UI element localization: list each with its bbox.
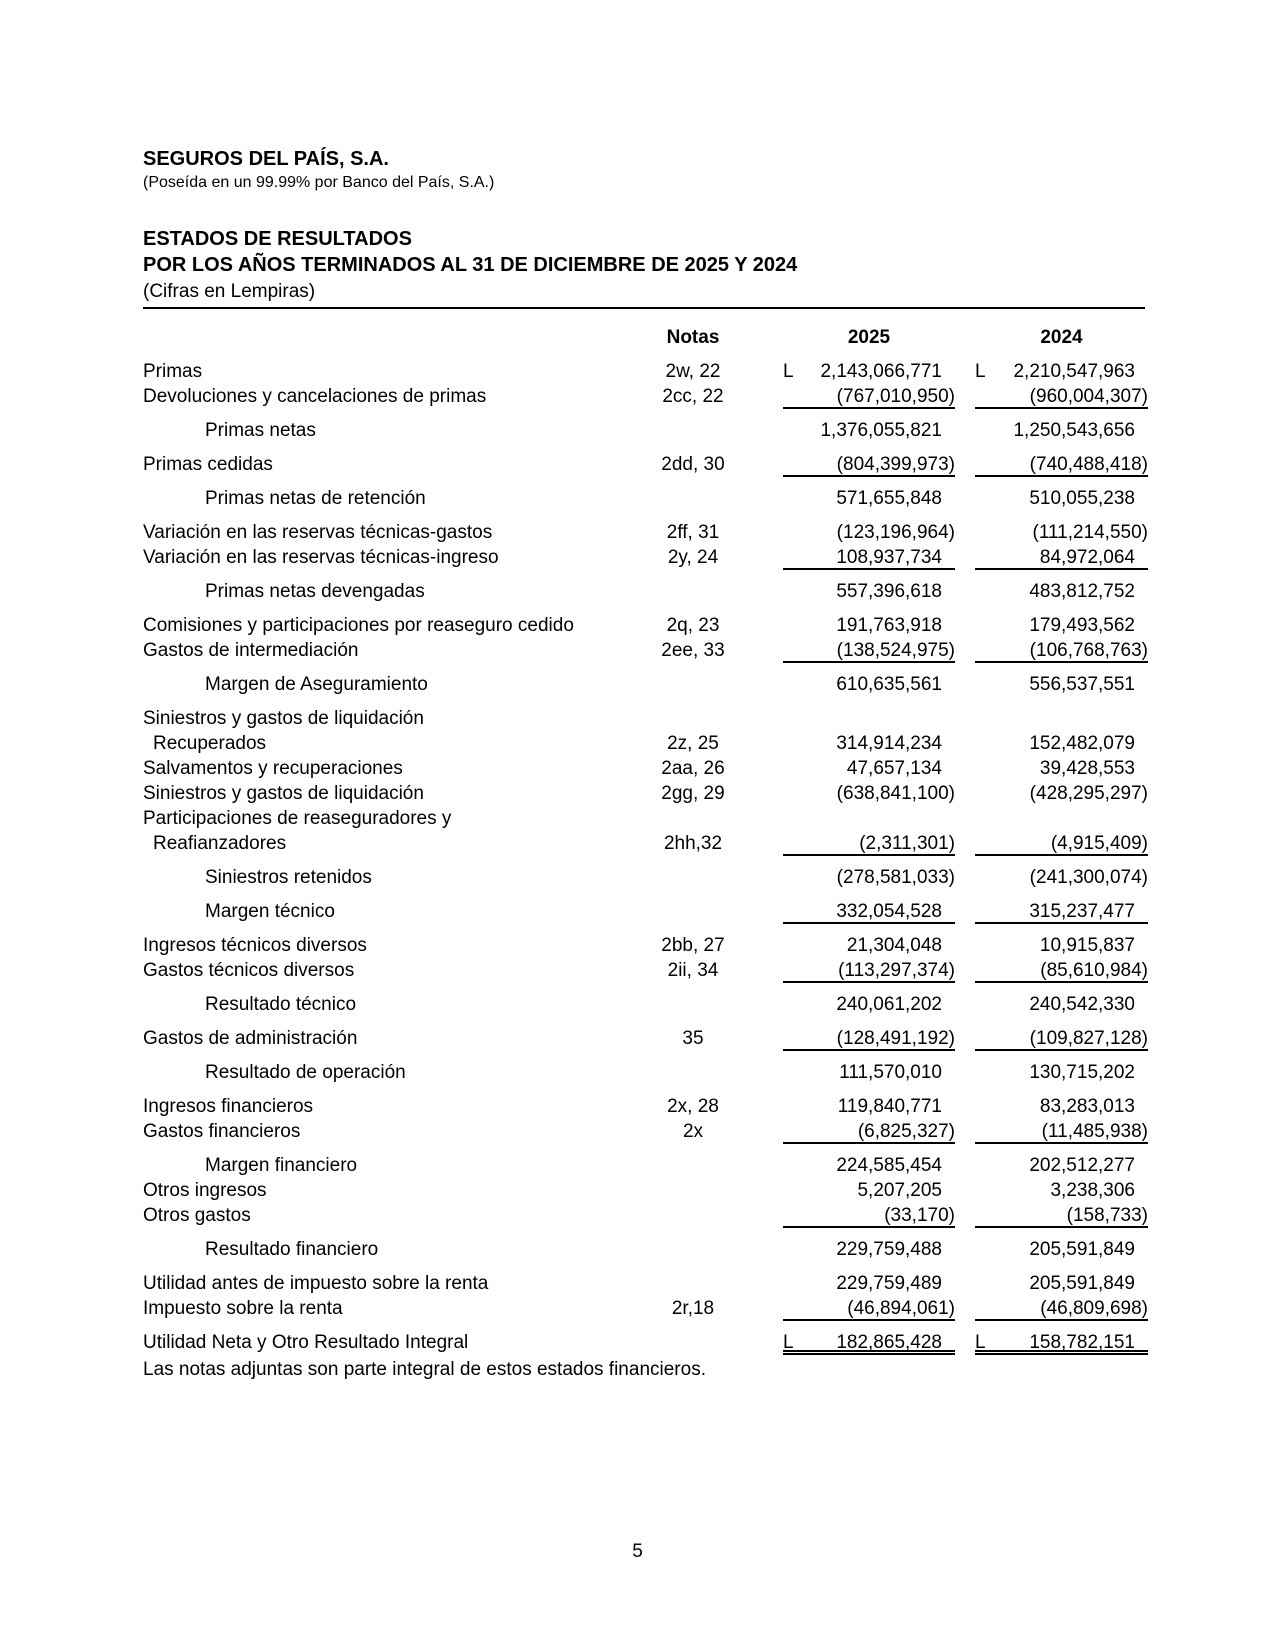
row-label: Primas netas [205,420,316,441]
amount-2025 [783,418,955,443]
amount-value: 510,055,238 [1029,488,1135,509]
row-notes [633,1237,753,1262]
amount-2024 [975,545,1148,570]
amount-2024 [975,418,1148,443]
table-row [143,806,1148,831]
row-label: Gastos financieros [143,1121,301,1142]
amount-value: 130,715,202 [1029,1062,1135,1083]
amount-value: (111,214,550) [1032,522,1148,543]
row-notes [633,579,753,604]
amount-2024 [975,1296,1148,1321]
row-label: Resultado financiero [205,1239,379,1260]
row-label: Gastos de intermediación [143,640,359,661]
row-notes [633,706,753,731]
amount-2025 [783,958,955,983]
table-row [143,1178,1148,1203]
amount-value: 111,570,010 [839,1062,942,1083]
amount-2025 [783,1119,955,1144]
row-label: Otros gastos [143,1205,251,1226]
amount-2025 [783,1094,955,1119]
row-notes [633,865,753,890]
row-label: Devoluciones y cancelaciones de primas [143,386,487,407]
amount-2025 [783,486,955,511]
amount-2025 [783,1026,955,1051]
amount-value: 47,657,134 [846,758,942,779]
amount-2024 [975,613,1148,638]
amount-value: 224,585,454 [836,1155,942,1176]
amount-value: 571,655,848 [836,488,942,509]
amount-2025 [783,579,955,604]
amount-2025 [783,384,955,409]
table-row [143,384,1148,409]
ownership-note: (Poseída en un 99.99% por Banco del País, S.A.) [143,174,495,191]
row-label: Variación en las reservas técnicas-ingreso [143,547,499,568]
amount-2024 [975,1026,1148,1051]
amount-value: (113,297,374) [838,960,955,981]
amount-value: 332,054,528 [836,901,942,922]
row-label: Gastos de administración [143,1028,358,1049]
table-row [143,545,1148,570]
amount-2025 [783,992,955,1017]
row-notes: 35 [682,1028,704,1049]
table-row [143,1094,1148,1119]
amount-2025 [783,756,955,781]
row-label: Primas [143,361,203,382]
row-label: Primas netas devengadas [205,581,425,602]
amount-2024 [975,672,1148,697]
column-header-2025-label: 2025 [847,327,891,348]
amount-2025 [783,831,955,856]
table-row [143,706,1148,731]
amount-2024 [975,1178,1148,1203]
row-notes [633,1330,753,1355]
row-label: Variación en las reservas técnicas-gastos [143,522,493,543]
table-row [143,865,1148,890]
column-header-notas: Notas [666,327,720,348]
table-row [143,1119,1148,1144]
amount-2024 [975,1119,1148,1144]
amount-value: 2,143,066,771 [820,361,942,382]
row-label: Utilidad Neta y Otro Resultado Integral [143,1332,469,1353]
amount-value: 205,591,849 [1029,1273,1135,1294]
amount-value: (740,488,418) [1029,454,1148,475]
table-row [143,992,1148,1017]
income-statement-table [143,325,1148,1355]
row-label: Margen de Aseguramiento [205,674,428,695]
row-label: Comisiones y participaciones por reaseguro cedido [143,615,574,636]
table-row [143,933,1148,958]
amount-2025 [783,520,955,545]
row-notes: 2dd, 30 [661,454,725,475]
amount-value: (106,768,763) [1029,640,1148,661]
amount-value: 191,763,918 [836,615,942,636]
row-notes: 2ii, 34 [667,960,719,981]
amount-value: 39,428,553 [1039,758,1135,779]
table-row [143,1330,1148,1355]
amount-2024 [975,1094,1148,1119]
amount-2025 [783,1296,955,1321]
statement-title: ESTADOS DE RESULTADOS [143,228,412,250]
amount-value: 83,283,013 [1039,1096,1135,1117]
amount-value: 229,759,488 [836,1239,942,1260]
currency-note: (Cifras en Lempiras) [143,281,316,302]
amount-2024 [975,520,1148,545]
amount-value: 3,238,306 [1050,1180,1135,1201]
row-notes [633,486,753,511]
amount-value: 10,915,837 [1039,935,1135,956]
statement-rows [143,359,1148,1355]
amount-2025 [783,1060,955,1085]
amount-value: (11,485,938) [1041,1121,1148,1142]
table-row [143,359,1148,384]
row-label: Otros ingresos [143,1180,267,1201]
amount-2025 [783,1237,955,1262]
amount-2025 [783,731,955,756]
amount-value: 108,937,734 [836,547,942,568]
currency-symbol: L [975,1332,986,1353]
amount-2024 [975,452,1148,477]
table-row [143,781,1148,806]
row-label: Gastos técnicos diversos [143,960,355,981]
page-number: 5 [632,1541,643,1562]
row-label: Siniestros y gastos de liquidación [143,708,424,729]
footnote: Las notas adjuntas son parte integral de estos estados financieros. [143,1359,706,1380]
amount-2025 [783,672,955,697]
row-label: Siniestros y gastos de liquidación [143,783,424,804]
table-row [143,638,1148,663]
table-row [143,1060,1148,1085]
amount-2025 [783,1178,955,1203]
amount-2025 [783,613,955,638]
column-header-2025 [783,325,955,350]
row-label: Utilidad antes de impuesto sobre la renta [143,1273,489,1294]
table-row [143,1271,1148,1296]
amount-value: 1,376,055,821 [820,420,942,441]
amount-value: (158,733) [1066,1205,1148,1226]
amount-value: 182,865,428 [836,1332,942,1353]
amount-2025 [783,806,955,831]
row-notes: 2aa, 26 [661,758,725,779]
table-row [143,1203,1148,1228]
row-label: Resultado técnico [205,994,357,1015]
amount-value: (4,915,409) [1050,833,1148,854]
amount-value: 2,210,547,963 [1013,361,1135,382]
amount-2025 [783,359,955,384]
amount-2024 [975,384,1148,409]
row-label: Ingresos financieros [143,1096,314,1117]
amount-2024 [975,806,1148,831]
amount-2025 [783,638,955,663]
row-notes [633,672,753,697]
currency-symbol: L [975,361,986,382]
column-header-2024 [975,325,1148,350]
amount-2025 [783,706,955,731]
row-notes [633,1271,753,1296]
header-rule [143,307,1145,309]
amount-value: 240,061,202 [836,994,942,1015]
amount-2024 [975,756,1148,781]
table-row [143,520,1148,545]
amount-value: (960,004,307) [1029,386,1148,407]
table-row [143,579,1148,604]
row-label: Margen financiero [205,1155,358,1176]
amount-2024 [975,1153,1148,1178]
row-label: Primas netas de retención [205,488,426,509]
amount-2024 [975,1203,1148,1228]
amount-2024 [975,579,1148,604]
row-notes [633,1153,753,1178]
row-notes [633,992,753,1017]
table-row [143,1296,1148,1321]
amount-2025 [783,1153,955,1178]
amount-value: (128,491,192) [836,1028,955,1049]
amount-2025 [783,899,955,924]
amount-value: (241,300,074) [1029,867,1148,888]
amount-2024 [975,1330,1148,1355]
amount-2024 [975,731,1148,756]
table-header-row [143,325,1148,350]
amount-2025 [783,933,955,958]
row-label: Siniestros retenidos [205,867,372,888]
row-label: Participaciones de reaseguradores y [143,808,452,829]
amount-value: 152,482,079 [1029,733,1135,754]
row-notes: 2hh,32 [663,833,723,854]
table-row [143,1026,1148,1051]
amount-value: (2,311,301) [859,833,955,854]
row-notes: 2ee, 33 [661,640,725,661]
row-label: Salvamentos y recuperaciones [143,758,403,779]
row-notes: 2bb, 27 [661,935,725,956]
amount-value: (123,196,964) [836,522,955,543]
amount-value: 202,512,277 [1029,1155,1135,1176]
statement-heading-block [143,226,1148,309]
amount-value: 21,304,048 [846,935,942,956]
table-row [143,756,1148,781]
amount-value: 315,237,477 [1029,901,1135,922]
row-notes [633,1060,753,1085]
row-notes [633,899,753,924]
row-notes: 2gg, 29 [661,783,725,804]
row-notes [633,806,753,831]
amount-2025 [783,781,955,806]
row-label: Margen técnico [205,901,335,922]
table-row [143,672,1148,697]
amount-value: 229,759,489 [836,1273,942,1294]
amount-2024 [975,958,1148,983]
column-header-2024-label: 2024 [1040,327,1083,348]
row-label: Ingresos técnicos diversos [143,935,367,956]
row-notes: 2q, 23 [666,615,720,636]
row-notes [633,1178,753,1203]
table-row [143,831,1148,856]
amount-value: (638,841,100) [836,783,955,804]
table-row [143,958,1148,983]
amount-value: 205,591,849 [1029,1239,1135,1260]
amount-2025 [783,1271,955,1296]
row-notes: 2z, 25 [667,733,719,754]
amount-value: 84,972,064 [1039,547,1135,568]
table-row [143,1153,1148,1178]
statement-period: POR LOS AÑOS TERMINADOS AL 31 DE DICIEMBRE DE 2025 Y 2024 [143,254,798,276]
amount-value: 240,542,330 [1029,994,1135,1015]
amount-value: 158,782,151 [1029,1332,1135,1353]
table-row [143,731,1148,756]
amount-value: (6,825,327) [857,1121,955,1142]
amount-value: (109,827,128) [1029,1028,1148,1049]
amount-value: (278,581,033) [836,867,955,888]
amount-2025 [783,452,955,477]
row-label: Recuperados [153,733,267,754]
row-notes: 2y, 24 [667,547,719,568]
amount-2024 [975,1060,1148,1085]
row-notes: 2r,18 [671,1298,715,1319]
amount-value: (33,170) [884,1205,955,1226]
table-row [143,486,1148,511]
amount-2024 [975,992,1148,1017]
amount-value: (804,399,973) [836,454,955,475]
amount-2025 [783,545,955,570]
row-notes: 2w, 22 [665,361,721,382]
amount-value: (138,524,975) [836,640,955,661]
amount-2025 [783,1330,955,1355]
amount-2024 [975,638,1148,663]
table-row [143,418,1148,443]
company-name: SEGUROS DEL PAÍS, S.A. [143,148,389,170]
amount-value: 314,914,234 [836,733,942,754]
table-row [143,613,1148,638]
amount-2024 [975,933,1148,958]
header-spacer [143,325,633,350]
row-notes: 2x [682,1121,704,1142]
amount-value: (46,894,061) [847,1298,955,1319]
amount-2024 [975,899,1148,924]
currency-symbol: L [783,1332,794,1353]
amount-value: 556,537,551 [1029,674,1135,695]
amount-2025 [783,1203,955,1228]
amount-2025 [783,865,955,890]
row-notes: 2x, 28 [667,1096,719,1117]
amount-2024 [975,486,1148,511]
amount-2024 [975,359,1148,384]
row-notes [633,1203,753,1228]
amount-value: 119,840,771 [837,1096,942,1117]
table-row [143,1237,1148,1262]
amount-value: 557,396,618 [836,581,942,602]
row-notes: 2cc, 22 [662,386,724,407]
amount-value: 610,635,561 [836,674,942,695]
amount-2024 [975,781,1148,806]
amount-value: (85,610,984) [1040,960,1148,981]
amount-2024 [975,831,1148,856]
row-label: Impuesto sobre la renta [143,1298,343,1319]
amount-2024 [975,1237,1148,1262]
amount-value: (46,809,698) [1040,1298,1148,1319]
amount-value: 5,207,205 [857,1180,942,1201]
amount-2024 [975,865,1148,890]
amount-2024 [975,706,1148,731]
table-row [143,452,1148,477]
row-notes: 2ff, 31 [666,522,720,543]
row-label: Resultado de operación [205,1062,406,1083]
amount-2024 [975,1271,1148,1296]
amount-value: 1,250,543,656 [1013,420,1135,441]
row-label: Reafianzadores [153,833,287,854]
amount-value: (767,010,950) [836,386,955,407]
amount-value: 179,493,562 [1029,615,1135,636]
currency-symbol: L [783,361,794,382]
amount-value: (428,295,297) [1029,783,1148,804]
row-label: Primas cedidas [143,454,273,475]
row-notes [633,418,753,443]
table-row [143,899,1148,924]
amount-value: 483,812,752 [1029,581,1135,602]
